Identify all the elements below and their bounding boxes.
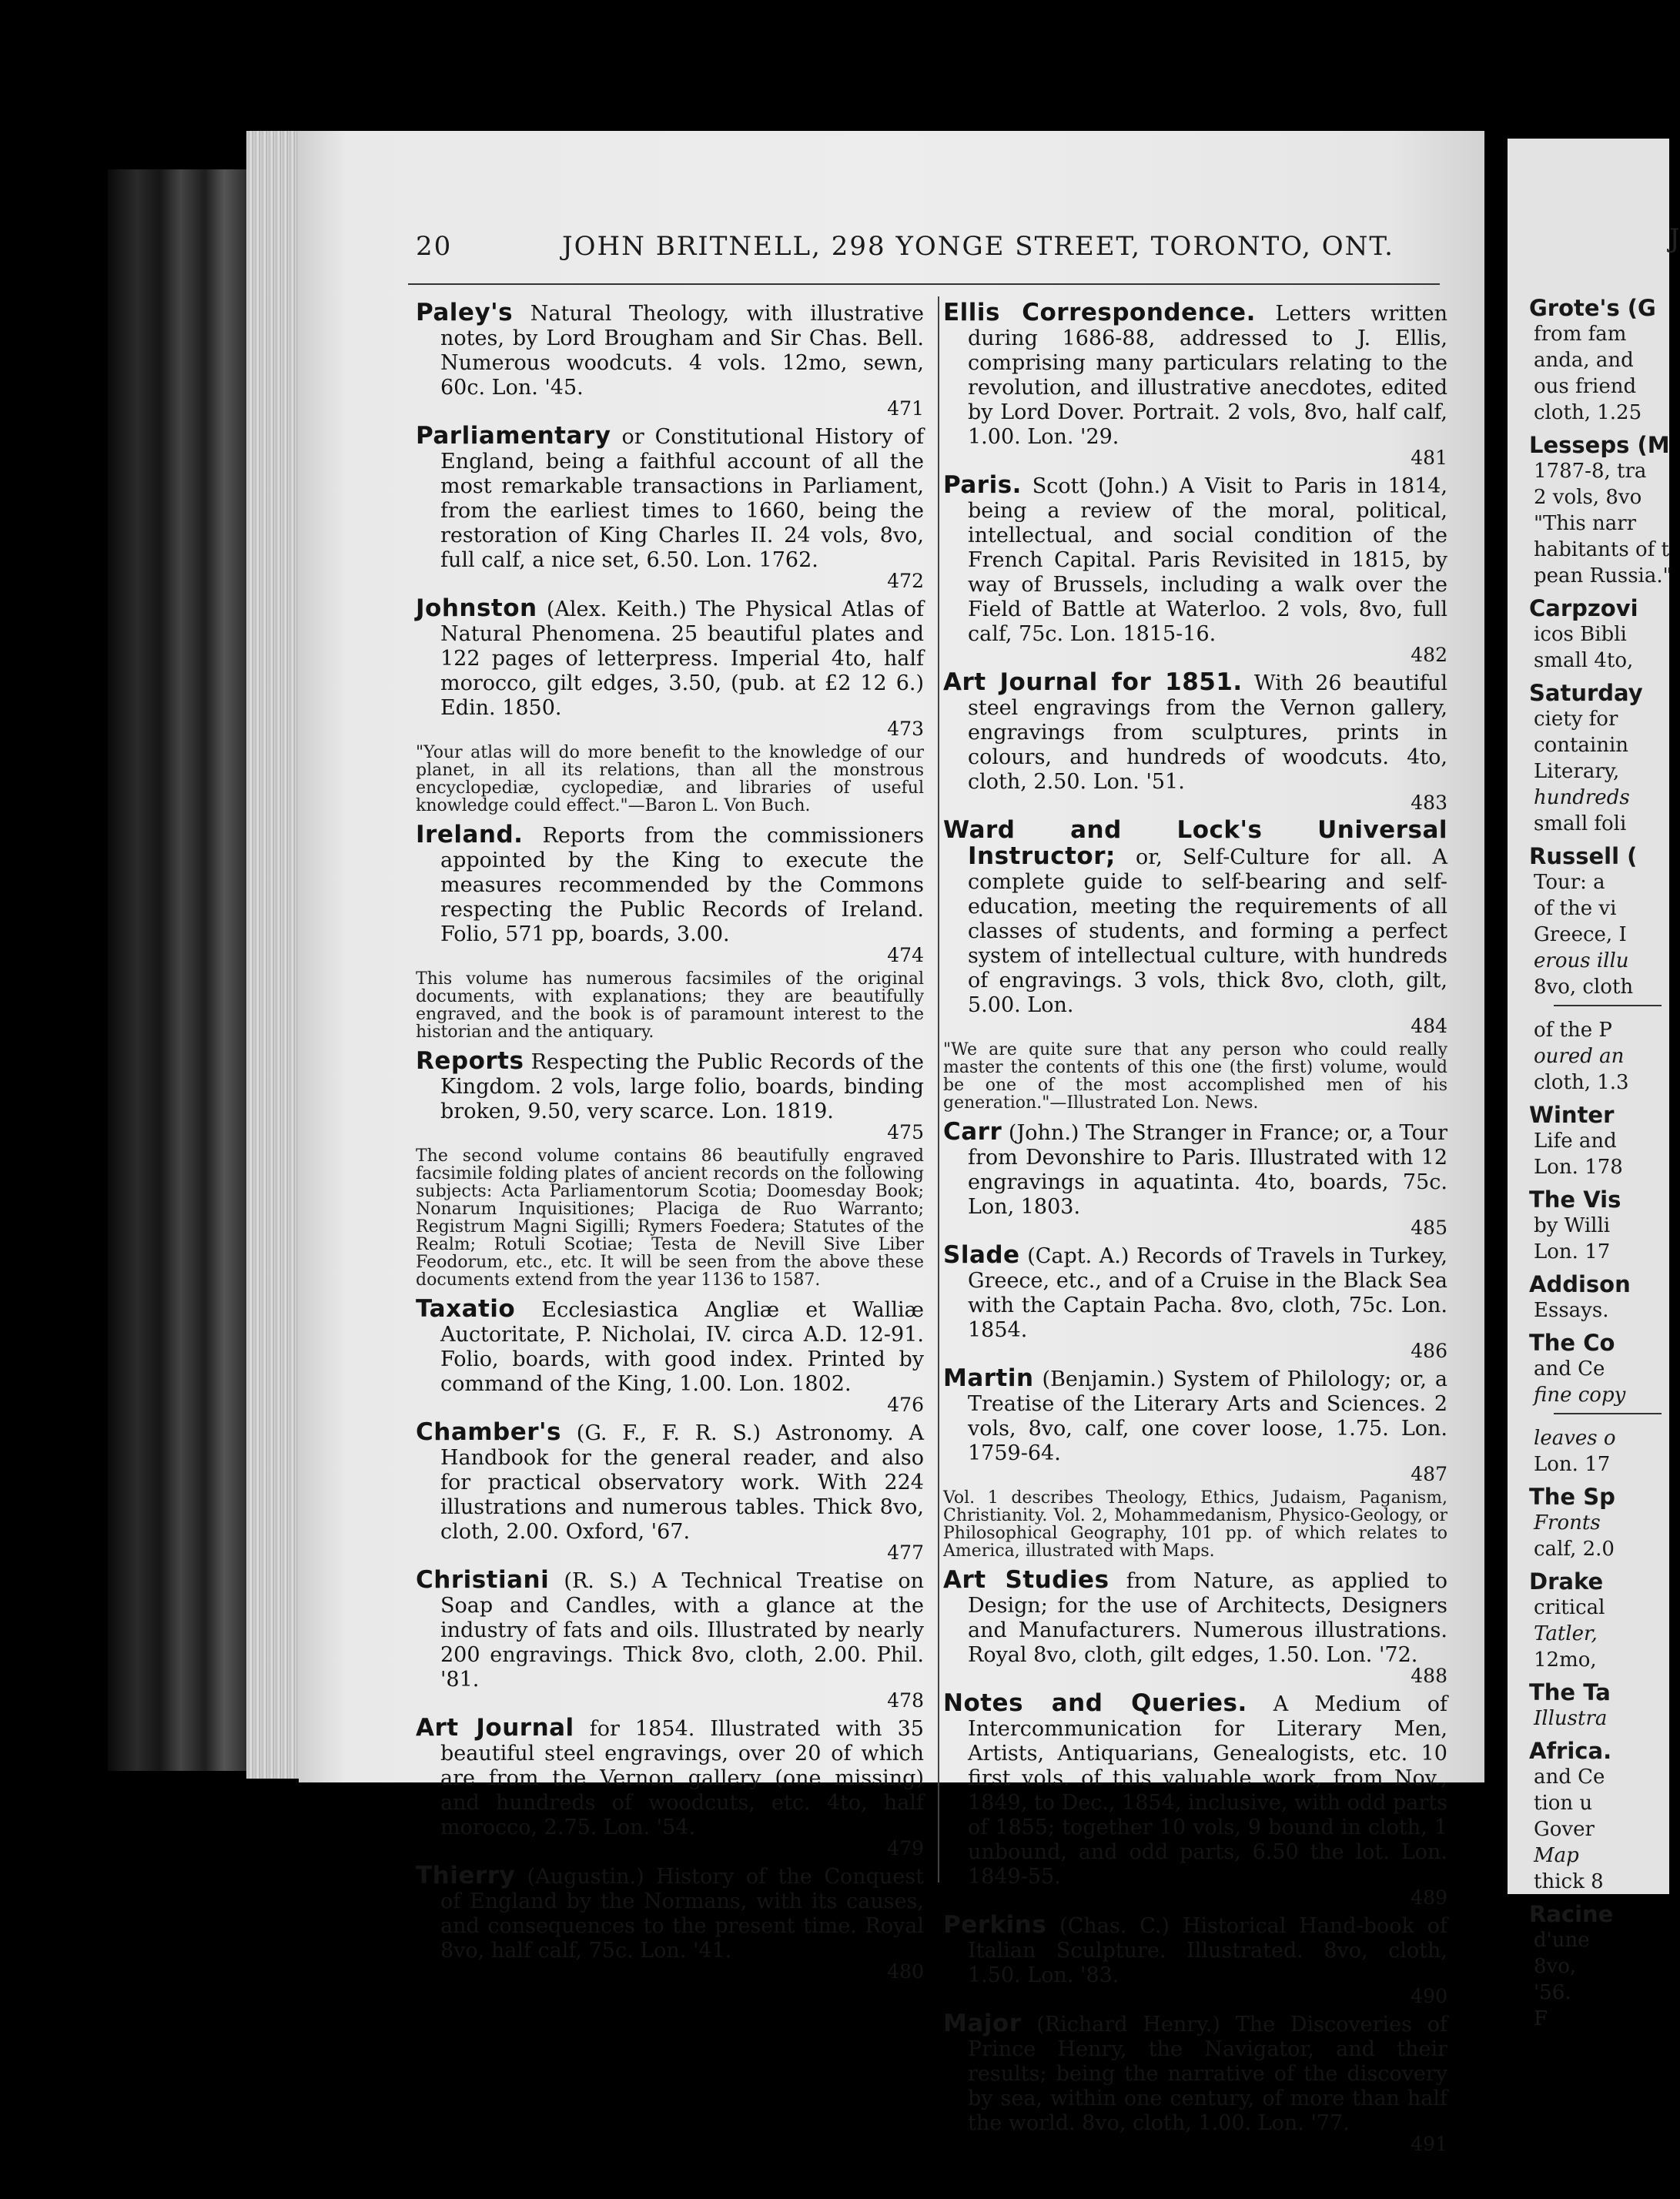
- catalogue-entry: [416, 1420, 924, 1563]
- catalogue-entry: [943, 1568, 1447, 1686]
- catalogue-entry: [943, 1913, 1447, 2007]
- lot-number: 489: [1411, 1886, 1447, 1909]
- lot-number: 483: [1411, 792, 1447, 814]
- entry-description: (Richard Henry.) The Discoveries of Prince Henry, the Navigator, and their results; being the narrative of the discovery by sea, within one century, of more than half the world. 8vo, cloth, 1.00. Lon. '77.: [968, 2013, 1447, 2135]
- facing-page-rule: [1554, 1005, 1662, 1006]
- entry-note: "Your atlas will do more benefit to the knowledge of our planet, in all its relations, than all the monstrous encyclopediæ, cyclopediæ, and libraries of useful knowledge could effect."—Baron L. Von Buch.: [416, 743, 924, 815]
- lot-number: 484: [1411, 1015, 1447, 1037]
- facing-page-rule: [1554, 1413, 1662, 1414]
- catalogue-entry: [416, 1715, 924, 1859]
- facing-page-line: Lon. 17: [1534, 1453, 1611, 1476]
- left-column: [416, 300, 924, 1986]
- catalogue-entry: [416, 1568, 924, 1711]
- facing-page-line: Drake: [1529, 1568, 1604, 1595]
- facing-page-line: small foli: [1534, 812, 1627, 835]
- lot-number: 487: [1411, 1463, 1447, 1485]
- entry-heading: Martin: [943, 1364, 1034, 1392]
- facing-page-line: 2 vols, 8vo: [1534, 486, 1642, 509]
- facing-page-line: Carpzovi: [1529, 595, 1638, 621]
- facing-page-line: Africa.: [1529, 1738, 1612, 1764]
- facing-page-line: from fam: [1534, 323, 1627, 346]
- facing-page-line: 8vo,: [1534, 1955, 1577, 1978]
- facing-page-line: of the P: [1534, 1019, 1612, 1042]
- facing-page-line: Lon. 17: [1534, 1240, 1611, 1264]
- entry-description: or, Self-Culture for all. A complete guide to self-bearing and self-education, meeting the requirements of all classes of students, and forming a perfect system of intellectual culture, with hundreds of engravings. 3 vols, thick 8vo, cloth, gilt, 5.00. Lon.: [968, 845, 1447, 1017]
- entry-heading: Carr: [943, 1118, 1002, 1146]
- facing-page-line: Fronts: [1534, 1511, 1601, 1535]
- entry-note: The second volume contains 86 beautifully engraved facsimile folding plates of ancient records on the following subjects: Acta Parliamentorum Scotia; Doomesday Book; Nonarum Inquisitiones; Placiga de Ruo Warranto; Registrum Magni Sigilli; Rymers Foedera; Statutes of the Realm; Rotuli Scotiae; Testa de Nevill Sive Liber Feodorum, etc., etc. It will be seen from the above these documents extend from the year 1136 to 1587.: [416, 1146, 924, 1290]
- entry-note: This volume has numerous facsimiles of the original documents, with explanations; they are beautifully engraved, and the book is of paramount interest to the historian and the antiquary.: [416, 969, 924, 1042]
- catalogue-entry: [943, 1243, 1447, 1361]
- entry-heading: Major: [943, 2010, 1022, 2037]
- facing-page-line: Gover: [1534, 1818, 1595, 1841]
- entry-description: With 26 beautiful steel engravings from the Vernon gallery, engravings from sculptures, prints in colours, and hundreds of woodcuts. 4to, cloth, 2.50. Lon. '51.: [968, 671, 1447, 794]
- catalogue-entry: [416, 423, 924, 591]
- facing-page-line: by Willi: [1534, 1214, 1611, 1237]
- lot-number: 491: [1411, 2133, 1447, 2155]
- entry-description: for 1854. Illustrated with 35 beautiful steel engravings, over 20 of which are from the Vernon gallery (one missing) and hundreds of woodcuts, etc. 4to, half morocco, 2.75. Lon. '54.: [440, 1717, 924, 1839]
- header-rule: [408, 283, 1440, 285]
- facing-page-line: Grote's (G: [1529, 295, 1656, 321]
- entry-heading: Art Studies: [943, 1566, 1109, 1594]
- entry-heading: Reports: [416, 1047, 524, 1075]
- lot-number: 479: [887, 1837, 924, 1859]
- entry-description: Scott (John.) A Visit to Paris in 1814, being a review of the moral, political, intellectual, and social condition of the French Capital. Paris Revisited in 1815, by way of Brussels, including a walk over the Field of Battle at Waterloo. 2 vols, 8vo, full calf, 75c. Lon. 1815-16.: [968, 474, 1447, 646]
- facing-page-header: J: [1669, 223, 1680, 254]
- facing-page-line: leaves o: [1534, 1427, 1616, 1450]
- facing-page-line: of the vi: [1534, 897, 1617, 920]
- facing-page-line: Essays.: [1534, 1299, 1609, 1322]
- lot-number: 478: [887, 1689, 924, 1712]
- facing-page-line: fine copy: [1534, 1384, 1626, 1407]
- entry-description: (Capt. A.) Records of Travels in Turkey, Greece, etc., and of a Cruise in the Black Sea with the Captain Pacha. 8vo, cloth, 75c. Lon. 1854.: [968, 1244, 1447, 1342]
- lot-number: 475: [887, 1121, 924, 1143]
- facing-page-line: cloth, 1.3: [1534, 1071, 1629, 1094]
- facing-page-line: pean Russia.": [1534, 564, 1672, 587]
- facing-page-line: 1787-8, tra: [1534, 460, 1647, 483]
- facing-page-line: Life and: [1534, 1130, 1617, 1153]
- lot-number: 474: [887, 944, 924, 966]
- entry-heading: Ellis Correspondence.: [943, 299, 1256, 326]
- facing-page-line: Lon. 178: [1534, 1156, 1623, 1179]
- entry-description: (Benjamin.) System of Philology; or, a Treatise of the Literary Arts and Sciences. 2 vols, 8vo, calf, one cover loose, 1.75. Lon. 1759-64.: [968, 1367, 1447, 1465]
- catalogue-entry: [943, 1120, 1447, 1238]
- catalogue-entry: [416, 1049, 924, 1143]
- entry-heading: Art Journal: [416, 1714, 574, 1742]
- entry-heading: Johnston: [416, 594, 537, 622]
- facing-page-line: Addison: [1529, 1271, 1631, 1297]
- facing-page-line: Winter: [1529, 1102, 1615, 1128]
- lot-number: 482: [1411, 644, 1447, 666]
- facing-page-line: oured an: [1534, 1045, 1625, 1068]
- catalogue-entry: [416, 1297, 924, 1415]
- facing-page-line: hundreds: [1534, 786, 1630, 809]
- facing-page-line: Russell (: [1529, 843, 1638, 869]
- entry-note: Vol. 1 describes Theology, Ethics, Judaism, Paganism, Christianity. Vol. 2, Mohammedanism, Physico-Geology, or Philosophical Geography, 101 pp. of which relates to America, illustrated with Maps.: [943, 1488, 1447, 1561]
- facing-page-line: habitants of t: [1534, 538, 1669, 561]
- entry-note: "We are quite sure that any person who could really master the contents of this one (the first) volume, would be one of the most accomplished men of his generation."—Illustrated Lon. News.: [943, 1040, 1447, 1113]
- facing-page-line: Greece, I: [1534, 923, 1627, 946]
- catalogue-entry: [943, 1691, 1447, 1908]
- facing-page-line: The Ta: [1529, 1679, 1611, 1705]
- facing-page-line: icos Bibli: [1534, 623, 1627, 646]
- facing-page-line: Tatler,: [1534, 1622, 1598, 1645]
- facing-page-line: Map: [1534, 1844, 1579, 1867]
- facing-page-line: small 4to,: [1534, 649, 1634, 672]
- facing-page-line: thick 8: [1534, 1870, 1604, 1893]
- entry-heading: Slade: [943, 1241, 1020, 1269]
- column-divider: [938, 296, 939, 1883]
- facing-page-line: tion u: [1534, 1792, 1593, 1815]
- facing-page-line: Illustra: [1534, 1707, 1608, 1730]
- catalogue-entry: [943, 2011, 1447, 2154]
- facing-page-line: '56.: [1534, 1981, 1571, 2004]
- entry-description: (G. F., F. R. S.) Astronomy. A Handbook for the general reader, and also for practical observatory work. With 224 illustrations and numerous tables. Thick 8vo, cloth, 2.00. Oxford, '67.: [440, 1421, 924, 1544]
- page-edges: [246, 131, 300, 1779]
- catalogue-entry: [943, 1366, 1447, 1484]
- entry-heading: Christiani: [416, 1566, 550, 1594]
- lot-number: 477: [887, 1541, 924, 1564]
- page-number: 20: [416, 231, 453, 262]
- facing-page-line: d'une: [1534, 1929, 1590, 1952]
- entry-heading: Taxatio: [416, 1295, 516, 1323]
- lot-number: 471: [887, 397, 924, 420]
- catalogue-entry: [943, 818, 1447, 1036]
- entry-heading: Thierry: [416, 1862, 516, 1889]
- facing-page-line: ous friend: [1534, 375, 1637, 398]
- entry-description: Natural Theology, with illustrative notes, by Lord Brougham and Sir Chas. Bell. Numerous woodcuts. 4 vols. 12mo, sewn, 60c. Lon. '45.: [440, 302, 924, 400]
- lot-number: 486: [1411, 1340, 1447, 1362]
- facing-page-line: The Co: [1529, 1330, 1615, 1356]
- entry-heading: Perkins: [943, 1911, 1047, 1939]
- entry-description: (Augustin.) History of the Conquest of England by the Normans, with its causes, and consequences to the present time. Royal 8vo, half calf, 75c. Lon. '41.: [440, 1865, 924, 1963]
- catalogue-entry: [416, 596, 924, 739]
- facing-page-line: ciety for: [1534, 708, 1618, 731]
- facing-page-line: 12mo,: [1534, 1648, 1597, 1672]
- facing-page-line: anda, and: [1534, 349, 1634, 372]
- entry-heading: Chamber's: [416, 1418, 561, 1446]
- entry-heading: Notes and Queries.: [943, 1689, 1247, 1717]
- lot-number: 481: [1411, 447, 1447, 469]
- lot-number: 480: [887, 1960, 924, 1983]
- facing-page-line: Lesseps (M: [1529, 432, 1670, 458]
- entry-heading: Parliamentary: [416, 422, 611, 450]
- entry-description: from Nature, as applied to Design; for the use of Architects, Designers and Manufacturers. Numerous illustrations. Royal 8vo, cloth, gilt edges, 1.50. Lon. '72.: [968, 1569, 1447, 1667]
- catalogue-entry: [943, 670, 1447, 813]
- facing-page-line: Tour: a: [1534, 871, 1605, 894]
- lot-number: 476: [887, 1394, 924, 1416]
- catalogue-entry: [943, 300, 1447, 468]
- facing-page-line: critical: [1534, 1596, 1605, 1619]
- lot-number: 472: [887, 570, 924, 592]
- facing-page-line: and Ce: [1534, 1357, 1605, 1381]
- catalogue-entry: [416, 822, 924, 966]
- entry-description: (Alex. Keith.) The Physical Atlas of Natural Phenomena. 25 beautiful plates and 122 pages of letterpress. Imperial 4to, half morocco, gilt edges, 3.50, (pub. at £2 12 6.) Edin. 1850.: [440, 597, 924, 720]
- facing-page-line: The Vis: [1529, 1187, 1621, 1213]
- entry-description: Respecting the Public Records of the Kingdom. 2 vols, large folio, boards, binding broken, 9.50, very scarce. Lon. 1819.: [440, 1050, 924, 1123]
- entry-description: (Chas. C.) Historical Hand-book of Italian Sculpture. Illustrated. 8vo, cloth, 1.50. Lon. '83.: [968, 1914, 1447, 1987]
- facing-page-line: 8vo, cloth: [1534, 976, 1634, 999]
- entry-heading: Ward and Lock's Universal Instructor;: [943, 816, 1447, 870]
- entry-heading: Paley's: [416, 299, 514, 326]
- lot-number: 485: [1411, 1217, 1447, 1239]
- facing-page-fragment: [1508, 139, 1680, 2030]
- entry-description: (R. S.) A Technical Treatise on Soap and Candles, with a glance at the industry of fats and oils. Illustrated by nearly 200 engravings. Thick 8vo, cloth, 2.00. Phil. '81.: [440, 1569, 924, 1692]
- entry-description: Reports from the commissioners appointed by the King to execute the measures recommended by the Commons respecting the Public Records of Ireland. Folio, 571 pp, boards, 3.00.: [440, 824, 924, 946]
- facing-page-line: Literary,: [1534, 760, 1620, 783]
- facing-page-line: calf, 2.0: [1534, 1538, 1615, 1561]
- entry-heading: Art Journal for 1851.: [943, 668, 1243, 696]
- entry-heading: Paris.: [943, 471, 1022, 499]
- catalogue-entry: [416, 300, 924, 419]
- facing-page-line: "This narr: [1534, 512, 1637, 535]
- catalogue-entry: [943, 473, 1447, 665]
- catalogue-entry: [416, 1863, 924, 1982]
- facing-page-line: F: [1534, 2007, 1548, 2030]
- entry-description: (John.) The Stranger in France; or, a Tour from Devonshire to Paris. Illustrated with 12 engravings in aquatinta. 4to, boards, 75c. Lon, 1803.: [968, 1121, 1447, 1219]
- lot-number: 488: [1411, 1665, 1447, 1687]
- page-header-title: JOHN BRITNELL, 298 YONGE STREET, TORONTO, ONT.: [562, 231, 1394, 262]
- entry-description: Ecclesiastica Angliæ et Walliæ Auctoritate, P. Nicholai, IV. circa A.D. 12-91. Folio, boards, with good index. Printed by command of the King, 1.00. Lon. 1802.: [440, 1298, 924, 1396]
- entry-description: Letters written during 1686-88, addressed to J. Ellis, comprising many particulars relating to the revolution, and illustrative anecdotes, edited by Lord Dover. Portrait. 2 vols, 8vo, half calf, 1.00. Lon. '29.: [968, 302, 1448, 449]
- lot-number: 490: [1411, 1985, 1447, 2007]
- facing-page-line: and Ce: [1534, 1766, 1605, 1789]
- lot-number: 473: [887, 718, 924, 740]
- book-spine-edge: [108, 169, 269, 1771]
- facing-page-line: Racine: [1529, 1901, 1614, 1927]
- facing-page-line: containin: [1534, 734, 1629, 757]
- entry-description: or Constitutional History of England, being a faithful account of all the most remarkable transactions in Parliament, from the earliest times to 1660, being the restoration of King Charles II. 24 vols, 8vo, full calf, a nice set, 6.50. Lon. 1762.: [440, 425, 924, 572]
- entry-heading: Ireland.: [416, 821, 524, 848]
- facing-page-line: The Sp: [1529, 1484, 1615, 1510]
- facing-page-line: erous illu: [1534, 949, 1629, 972]
- entry-description: A Medium of Intercommunication for Literary Men, Artists, Antiquarians, Genealogists, etc. 10 first vols. of this valuable work, from Nov., 1849, to Dec., 1854, inclusive, with odd parts of 1855; together 10 vols, 9 bound in cloth, 1 unbound, and odd parts, 6.50 the lot. Lon. 1849-55.: [968, 1692, 1447, 1889]
- facing-page-line: Saturday: [1529, 680, 1643, 706]
- facing-page-line: cloth, 1.25: [1534, 401, 1642, 424]
- right-column: [943, 300, 1447, 2159]
